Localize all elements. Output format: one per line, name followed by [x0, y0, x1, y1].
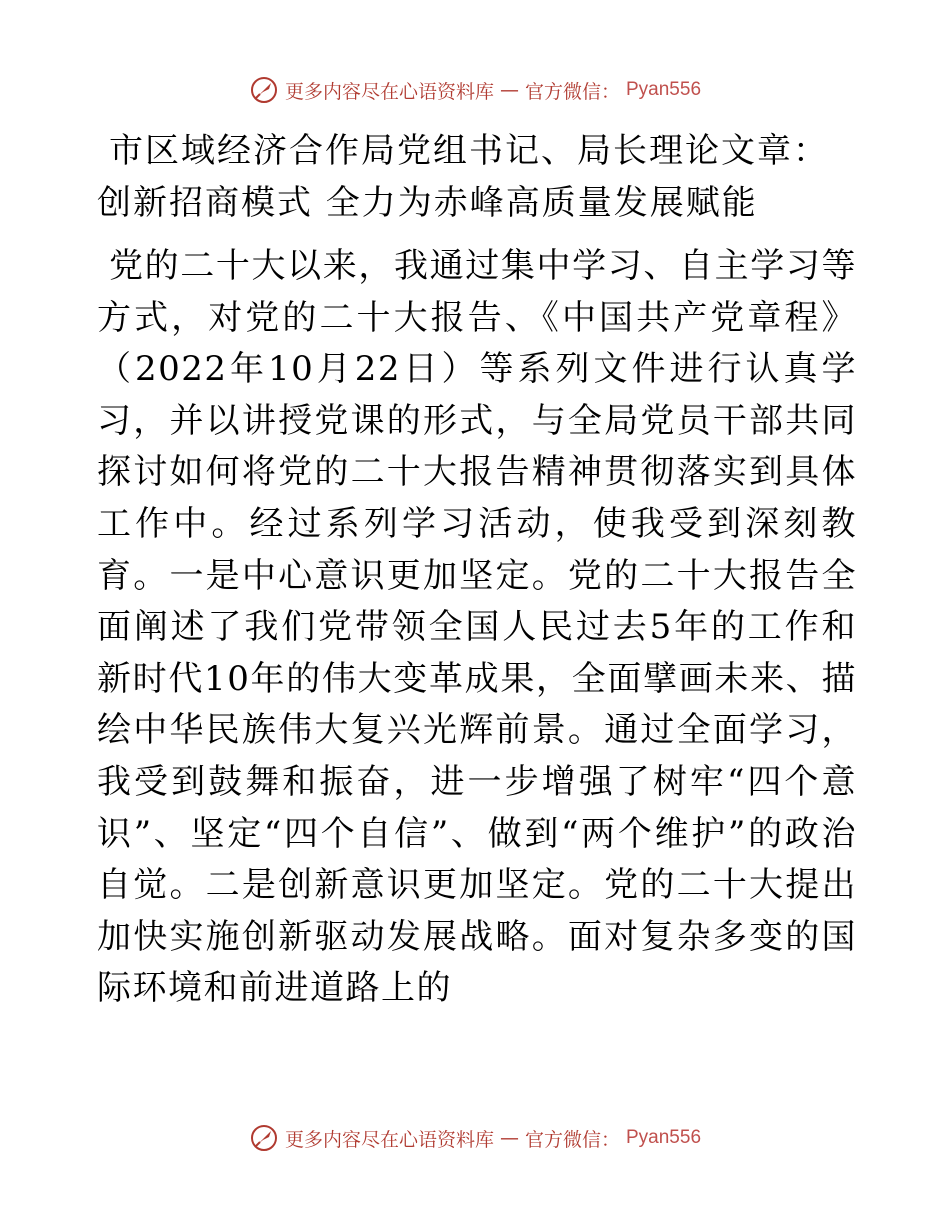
quill-logo-icon [249, 75, 279, 105]
footer-wechat-id: Pyan556 [626, 1127, 702, 1148]
footer-wechat-label: 官方微信： [524, 1128, 620, 1151]
footer-separator: — [499, 1127, 519, 1149]
header-wechat-label: 官方微信： [524, 80, 620, 103]
footer-site-text: 更多内容尽在心语资料库 [284, 1128, 494, 1151]
quill-logo-icon [249, 1123, 279, 1153]
document-content [97, 125, 857, 1015]
footer-watermark-banner [0, 1118, 950, 1158]
header-watermark-banner [0, 70, 950, 110]
header-separator: — [499, 79, 519, 101]
body-paragraph: 党的二十大以来，我通过集中学习、自主学习等方式，对党的二十大报告、《中国共产党章程》（2022年10月22日）等系列文件进行认真学习，并以讲授党课的形式，与全局党员干部共同探讨如何将党的二十大报告精神贯彻落实到具体工作中。经过系列学习活动，使我受到深刻教育。一是中心意识更加坚定。党的二十大报告全面阐述了我们党带领全国人民过去5年的工作和新时代10年的伟大变革成果，全面擘画未来、描绘中华民族伟大复兴光辉前景。通过全面学习，我受到鼓舞和振奋，进一步增强了树牢“四个意识”、坚定“四个自信”、做到“两个维护”的政治自觉。二是创新意识更加坚定。党的二十大提出加快实施创新驱动发展战略。面对复杂多变的国际环境和前进道路上的 [97, 246, 857, 1009]
header-wechat-id: Pyan556 [626, 79, 702, 100]
document-title: 市区域经济合作局党组书记、局长理论文章：创新招商模式 全力为赤峰高质量发展赋能 [97, 131, 829, 223]
header-site-text: 更多内容尽在心语资料库 [284, 80, 494, 103]
